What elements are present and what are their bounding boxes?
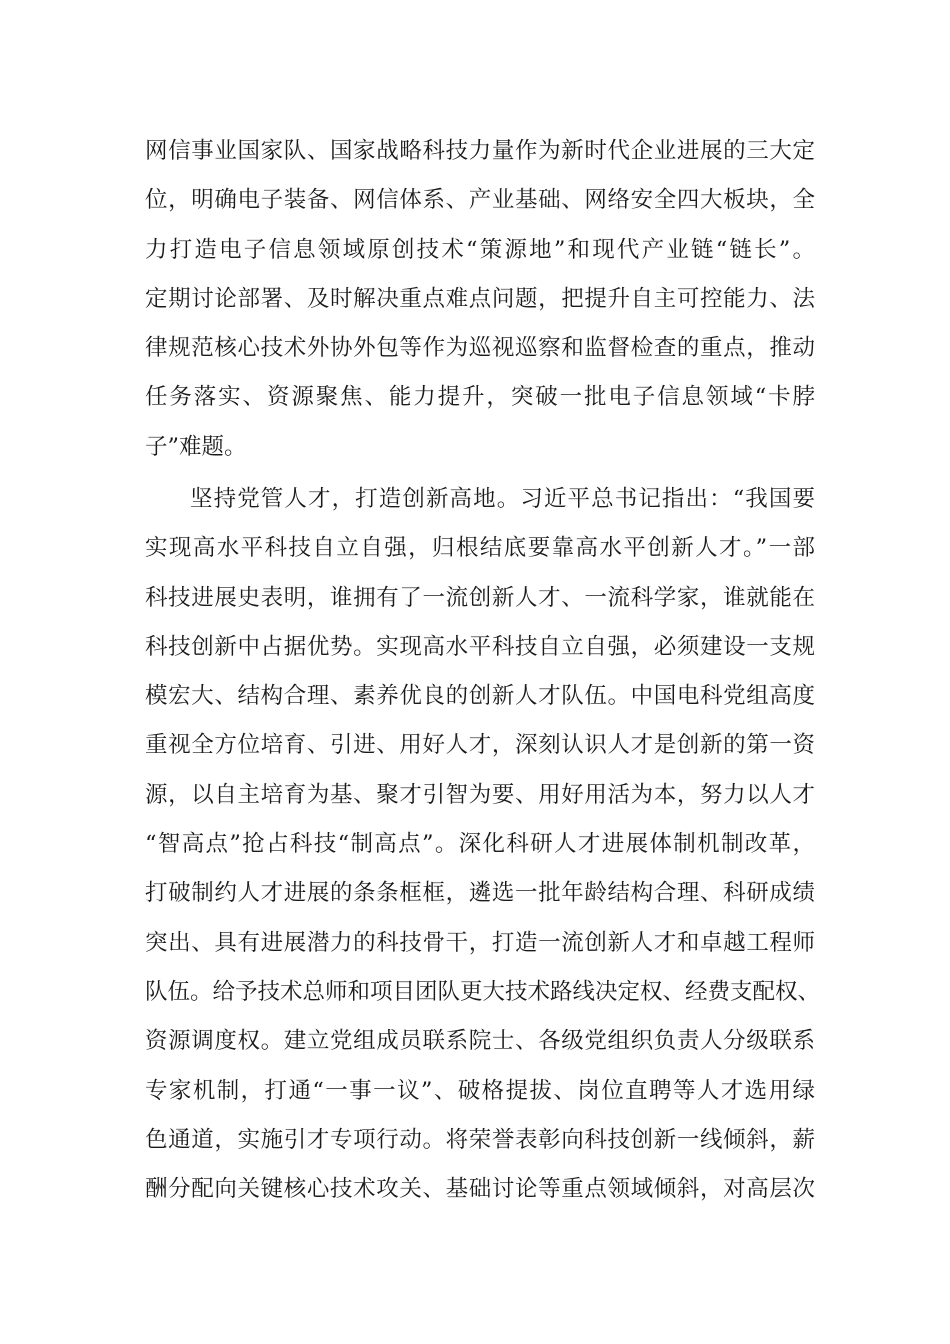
text-line: 科技进展史表明，谁拥有了一流创新人才、一流科学家，谁就能在: [145, 584, 815, 611]
text-line: “智高点”抢占科技“制高点”。深化科研人才进展体制机制改革，: [145, 831, 815, 858]
text-line: 律规范核心技术外协外包等作为巡视巡察和监督检查的重点，推动: [145, 335, 815, 362]
text-line: 坚持党管人才，打造创新高地。习近平总书记指出：“我国要: [190, 486, 815, 512]
text-line: 实现高水平科技自立自强，归根结底要靠高水平创新人才。”一部: [145, 535, 815, 562]
text-line: 力打造电子信息领域原创技术“策源地”和现代产业链“链长”。: [145, 236, 815, 263]
text-line: 打破制约人才进展的条条框框，遴选一批年龄结构合理、科研成绩: [145, 880, 815, 907]
text-line: 突出、具有进展潜力的科技骨干，打造一流创新人才和卓越工程师: [145, 929, 815, 956]
text-line: 定期讨论部署、及时解决重点难点问题，把提升自主可控能力、法: [145, 285, 815, 312]
text-line: 科技创新中占据优势。实现高水平科技自立自强，必须建设一支规: [145, 633, 815, 660]
text-line: 任务落实、资源聚焦、能力提升，突破一批电子信息领域“卡脖: [145, 384, 815, 411]
text-line: 队伍。给予技术总师和项目团队更大技术路线决定权、经费支配权、: [145, 978, 821, 1005]
text-line: 专家机制，打通“一事一议”、破格提拔、岗位直聘等人才选用绿: [145, 1077, 815, 1104]
paragraph-2: [145, 475, 821, 1214]
text-line: 模宏大、结构合理、素养优良的创新人才队伍。中国电科党组高度: [145, 683, 815, 710]
text-line: 重视全方位培育、引进、用好人才，深刻认识人才是创新的第一资: [145, 732, 815, 759]
text-line: 酬分配向关键核心技术攻关、基础讨论等重点领域倾斜，对高层次: [145, 1176, 815, 1203]
text-line: 位，明确电子装备、网信体系、产业基础、网络安全四大板块，全: [145, 187, 815, 214]
text-line: 资源调度权。建立党组成员联系院士、各级党组织负责人分级联系: [145, 1028, 815, 1055]
text-line: 源，以自主培育为基、聚才引智为要、用好用活为本，努力以人才: [145, 781, 815, 808]
text-line: 子”难题。: [145, 433, 247, 460]
paragraph-1: [145, 127, 815, 472]
text-line: 色通道，实施引才专项行动。将荣誉表彰向科技创新一线倾斜，薪: [145, 1126, 815, 1153]
text-line: 网信事业国家队、国家战略科技力量作为新时代企业进展的三大定: [145, 138, 815, 164]
